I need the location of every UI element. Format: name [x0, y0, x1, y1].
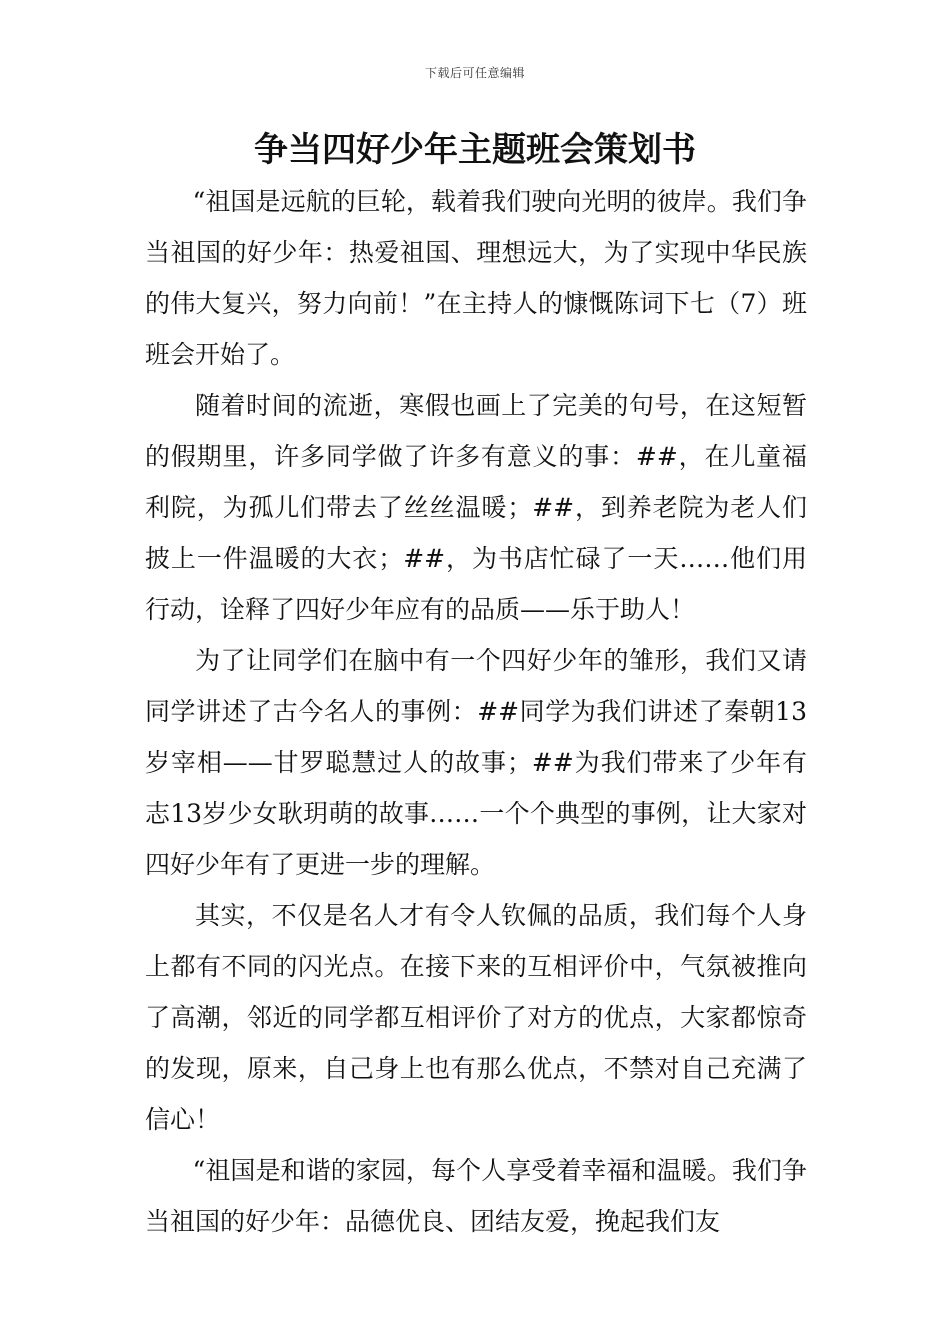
header-note: 下载后可任意编辑 [424, 66, 525, 80]
paragraph-opening-quote: “祖国是远航的巨轮，载着我们驶向光明的彼岸。我们争当祖国的好少年：热爱祖国、理想远大，为了实现中华民族的伟大复兴，努力向前！”在主持人的慷慨陈词下七（7）班班会开始了。 [145, 187, 807, 369]
paragraph-famous-examples: 为了让同学们在脑中有一个四好少年的雏形，我们又请同学讲述了古今名人的事例：##同学为我们讲述了秦朝13岁宰相——甘罗聪慧过人的故事；##为我们带来了少年有志13岁少女耿玥萌的故事……一个个典型的事例，让大家对四好少年有了更进一步的理解。 [145, 646, 807, 879]
paragraph-winter-vacation: 随着时间的流逝，寒假也画上了完美的句号，在这短暂的假期里，许多同学做了许多有意义的事：##，在儿童福利院，为孤儿们带去了丝丝温暖；##，到养老院为老人们披上一件温暖的大衣；##，为书店忙碌了一天……他们用行动，诠释了四好少年应有的品质——乐于助人！ [145, 391, 807, 624]
paragraph-mutual-evaluation: 其实，不仅是名人才有令人钦佩的品质，我们每个人身上都有不同的闪光点。在接下来的互相评价中，气氛被推向了高潮，邻近的同学都互相评价了对方的优点，大家都惊奇的发现，原来，自己身上也有那么优点，不禁对自己充满了信心！ [145, 901, 807, 1134]
document-body [145, 176, 807, 1247]
document-title: 争当四好少年主题班会策划书 [254, 130, 696, 170]
paragraph-closing-quote: “祖国是和谐的家园，每个人享受着幸福和温暖。我们争当祖国的好少年：品德优良、团结友爱，挽起我们友 [145, 1156, 807, 1236]
